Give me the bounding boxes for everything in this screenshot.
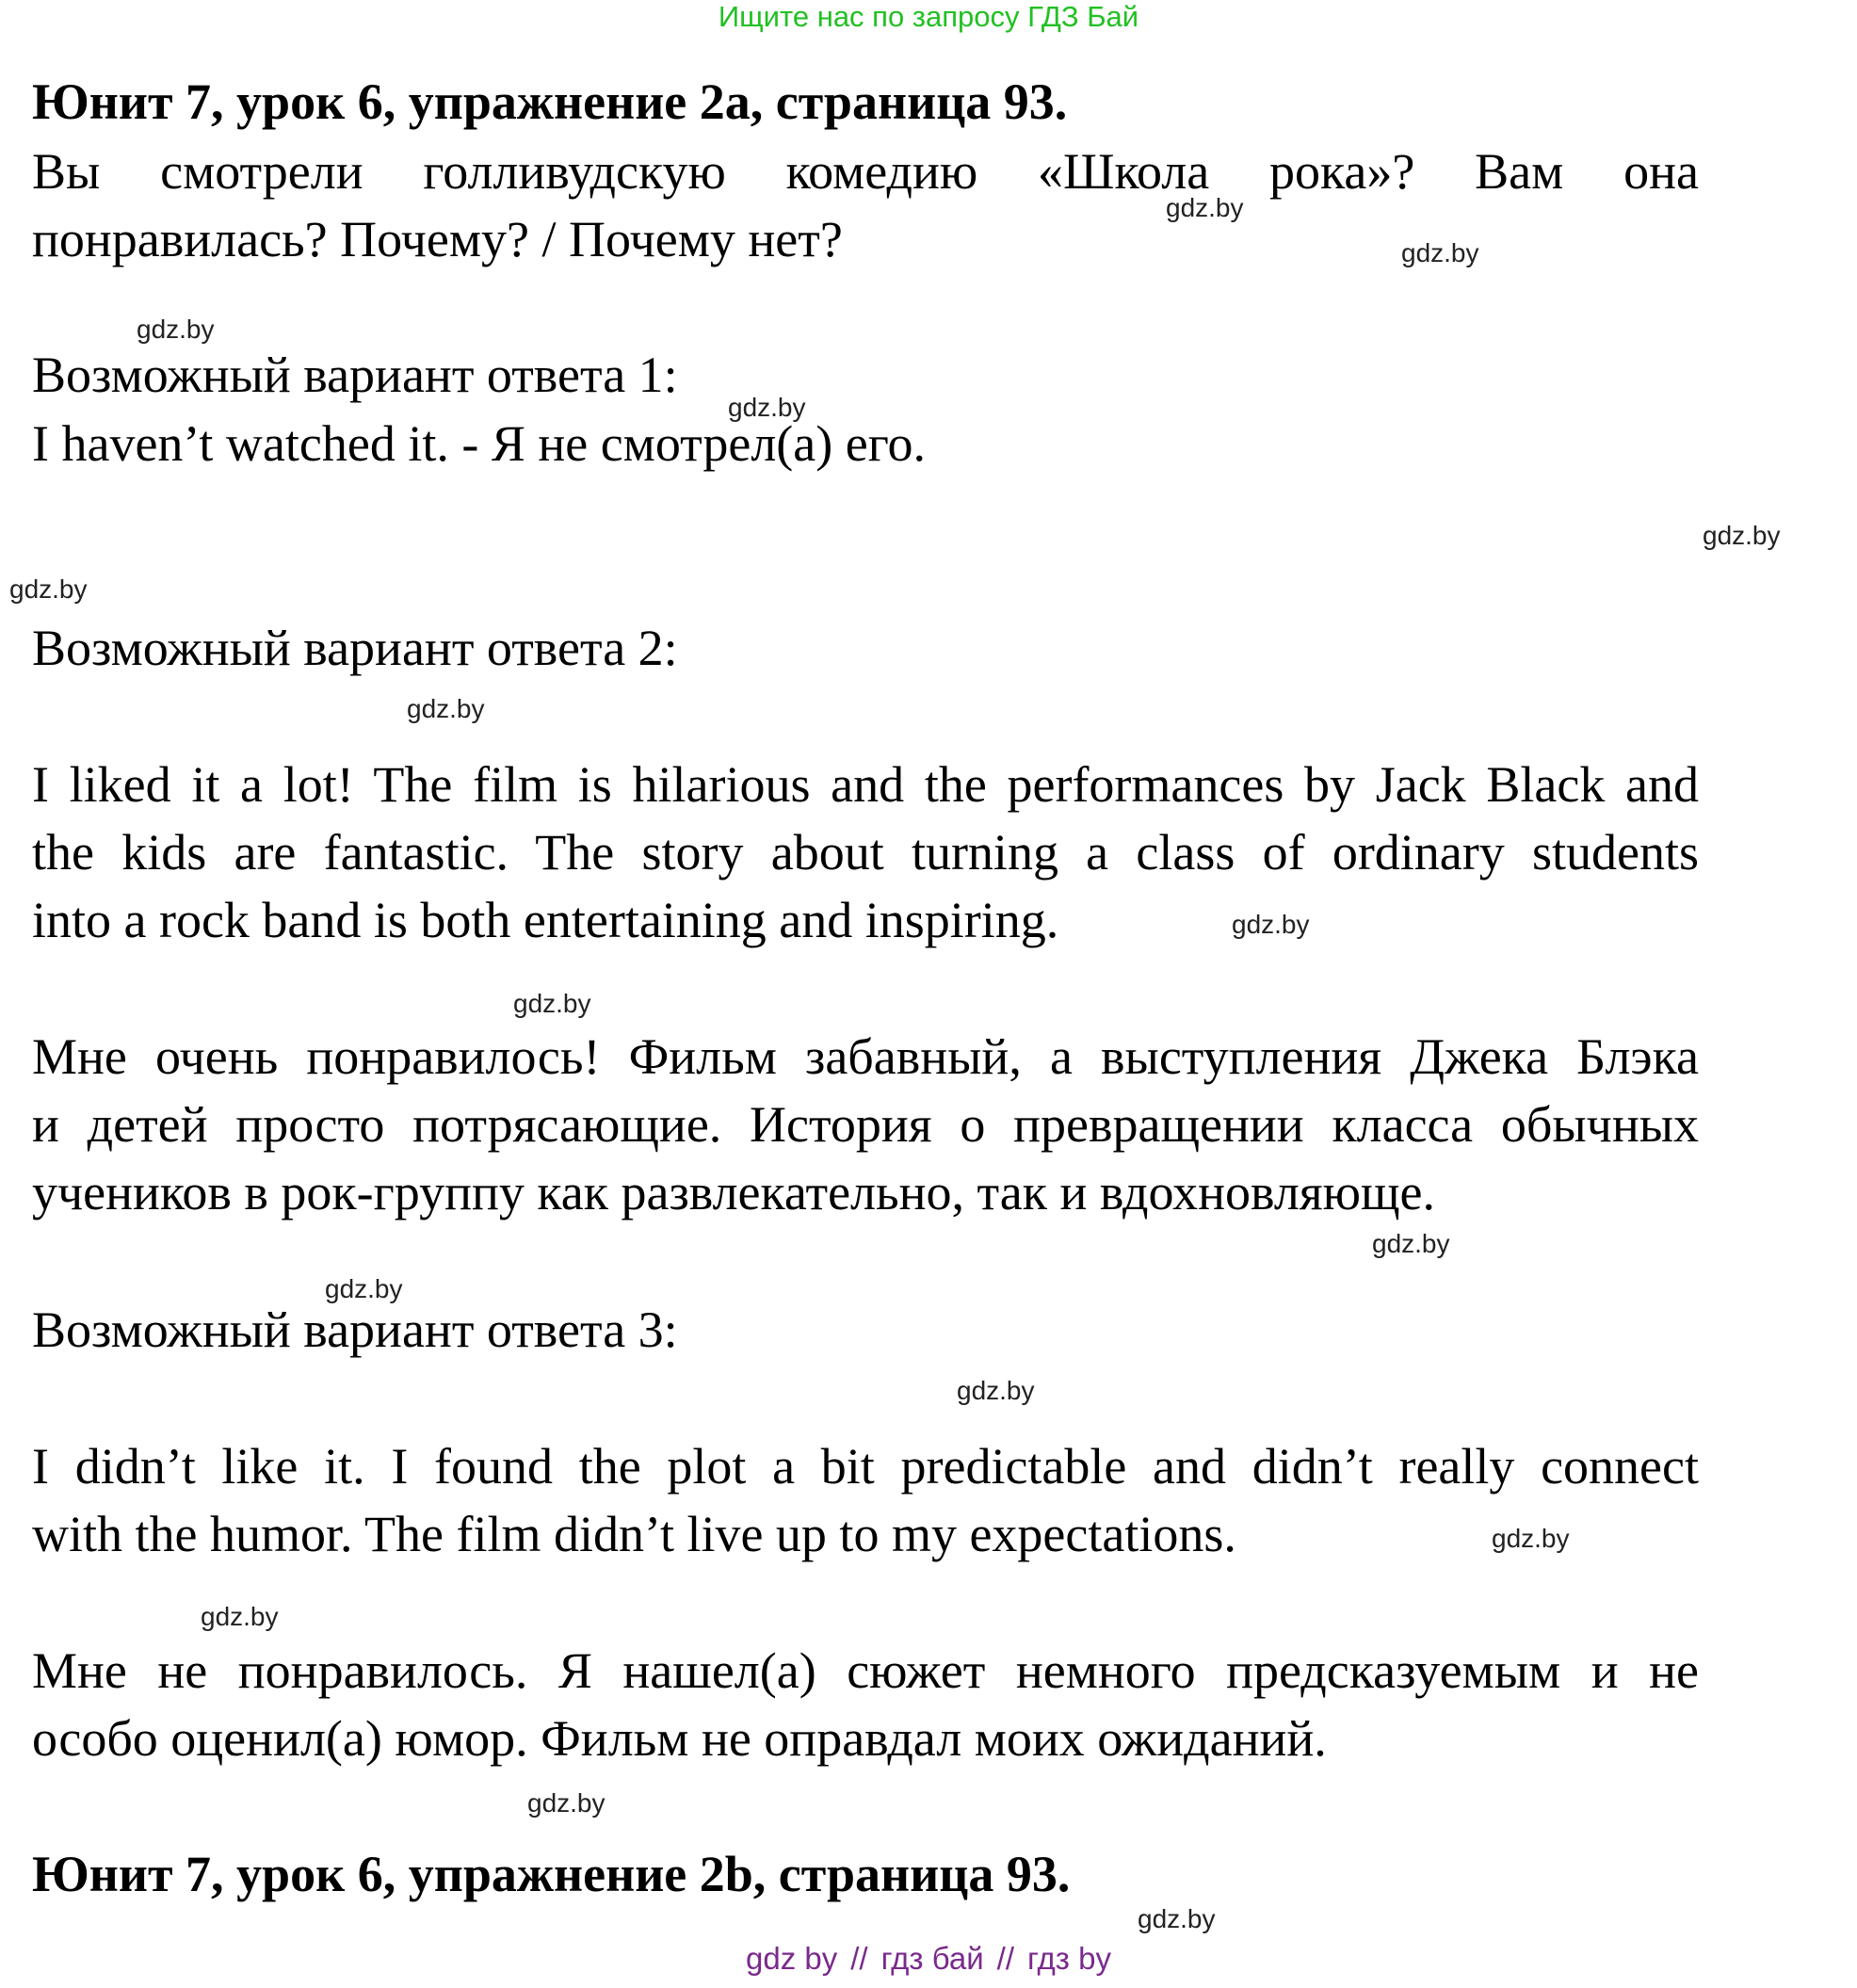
watermark: gdz.by	[1232, 910, 1310, 939]
watermark: gdz.by	[1372, 1229, 1450, 1258]
footer-separator: //	[850, 1941, 868, 1976]
watermark: gdz.by	[407, 694, 485, 723]
watermark: gdz.by	[325, 1274, 403, 1303]
answer-2-russian-line-2: и детей просто потрясающие. История о превращении класса обычных	[32, 1096, 1699, 1153]
answer-3-english-line-1: I didn’t like it. I found the plot a bit predictable and didn’t really connect	[32, 1438, 1699, 1495]
answer-2-english-line-3: into a rock band is both entertaining and inspiring.	[32, 892, 1059, 948]
answer-2-russian-line-1: Мне очень понравилось! Фильм забавный, а выступления Джека Блэка	[32, 1028, 1699, 1085]
answer-2-russian-line-3: учеников в рок-группу как развлекательно, так и вдохновляюще.	[32, 1164, 1436, 1220]
watermark: gdz.by	[1492, 1524, 1570, 1553]
exercise-2b-title: Юнит 7, урок 6, упражнение 2b, страница 93.	[32, 1846, 1071, 1902]
footer-link-gdz-by[interactable]: gdz by	[746, 1941, 838, 1976]
footer-links	[0, 1938, 1857, 1980]
footer-link-gdz-by-cyr[interactable]: гдз by	[1027, 1941, 1111, 1976]
watermark: gdz.by	[957, 1376, 1035, 1405]
answer-2-label: Возможный вариант ответа 2:	[32, 620, 678, 676]
exercise-2a-title: Юнит 7, урок 6, упражнение 2a, страница 93.	[32, 73, 1068, 130]
answer-3-russian-line-1: Мне не понравилось. Я нашел(а) сюжет немного предсказуемым и не	[32, 1642, 1699, 1699]
watermark: gdz.by	[1138, 1904, 1216, 1933]
answer-2-english-line-1: I liked it a lot! The film is hilarious and the performances by Jack Black and	[32, 756, 1699, 813]
footer-link-gdz-bai[interactable]: гдз бай	[880, 1941, 984, 1976]
answer-3-russian-line-2: особо оценил(а) юмор. Фильм не оправдал моих ожиданий.	[32, 1710, 1327, 1767]
watermark: gdz.by	[513, 989, 591, 1018]
answer-1-label: Возможный вариант ответа 1:	[32, 347, 678, 403]
answer-3-label: Возможный вариант ответа 3:	[32, 1301, 678, 1358]
watermark: gdz.by	[1703, 521, 1781, 550]
question-line-2: понравилась? Почему? / Почему нет?	[32, 211, 843, 267]
footer-separator: //	[996, 1941, 1014, 1976]
watermark: gdz.by	[1401, 238, 1479, 267]
watermark: gdz.by	[1166, 193, 1244, 222]
search-hint: Ищите нас по запросу ГДЗ Бай	[718, 0, 1139, 33]
watermark: gdz.by	[9, 574, 88, 604]
answer-1-english-line-1: I haven’t watched it. - Я не смотрел(а) его.	[32, 415, 927, 472]
question-line-1: Вы смотрели голливудскую комедию «Школа рока»? Вам она	[32, 143, 1699, 200]
watermark: gdz.by	[137, 315, 215, 344]
watermark: gdz.by	[201, 1602, 279, 1631]
watermark: gdz.by	[527, 1788, 606, 1818]
watermark: gdz.by	[728, 393, 806, 422]
answer-3-english-line-2: with the humor. The film didn’t live up to my expectations.	[32, 1506, 1236, 1562]
answer-2-english-line-2: the kids are fantastic. The story about turning a class of ordinary students	[32, 824, 1699, 881]
